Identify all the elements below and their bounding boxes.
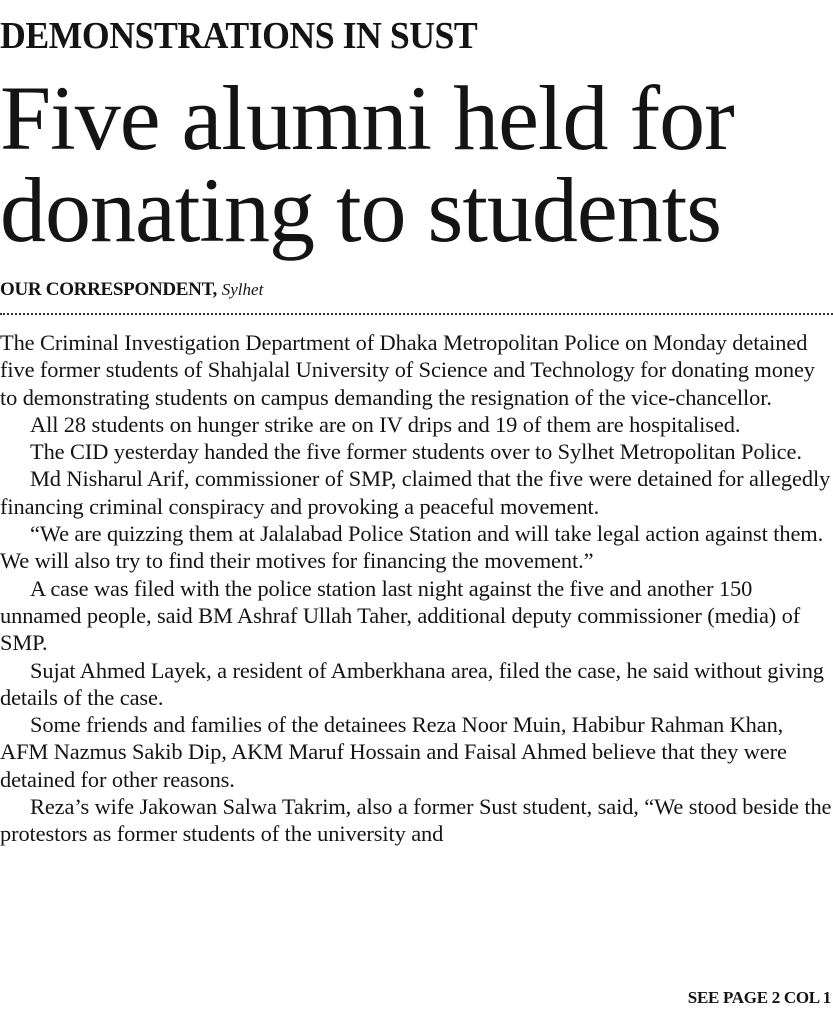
article-headline <box>0 67 734 261</box>
body-paragraph-5: “We are quizzing them at Jalalabad Police Station and will take legal action against them. We will also try to find their motives for financing the movement.” <box>0 521 824 574</box>
body-paragraph-2: All 28 students on hunger strike are on IV drips and 19 of them are hospitalised. <box>30 411 741 437</box>
body-paragraph-7: Sujat Ahmed Layek, a resident of Amberkhana area, filed the case, he said without giving details of the case. <box>0 657 824 710</box>
dotted-divider <box>0 313 833 315</box>
headline-line-1: Five alumni held for <box>0 67 734 169</box>
byline <box>0 278 263 302</box>
article-kicker: DEMONSTRATIONS IN SUST <box>0 15 478 57</box>
body-paragraph-4: Md Nisharul Arif, commissioner of SMP, claimed that the five were detained for allegedly financing criminal conspiracy and provoking a peaceful movement. <box>0 466 831 519</box>
article-body <box>0 329 833 848</box>
body-paragraph-3: The CID yesterday handed the five former students over to Sylhet Metropolitan Police. <box>30 439 802 465</box>
body-paragraph-8: Some friends and families of the detainees Reza Noor Muin, Habibur Rahman Khan, AFM Nazmus Sakib Dip, AKM Maruf Hossain and Faisal Ahmed believe that they were detained for other reasons. <box>0 712 787 792</box>
byline-author: OUR CORRESPONDENT, <box>0 279 217 300</box>
headline-line-2: donating to students <box>0 159 722 261</box>
body-paragraph-1: The Criminal Investigation Department of Dhaka Metropolitan Police on Monday detained five former students of Shahjalal University of Science and Technology for donating money to demonstrating students on campus demanding the resignation of the vice-chancellor. <box>0 330 815 410</box>
body-paragraph-6: A case was filed with the police station last night against the five and another 150 unnamed people, said BM Ashraf Ullah Taher, additional deputy commissioner (media) of SMP. <box>0 575 801 656</box>
continuation-jump-line: SEE PAGE 2 COL 1 <box>687 988 831 1007</box>
body-paragraph-9: Reza’s wife Jakowan Salwa Takrim, also a former Sust student, said, “We stood beside the protestors as former students of the university and <box>0 794 832 847</box>
byline-location: Sylhet <box>221 280 264 299</box>
